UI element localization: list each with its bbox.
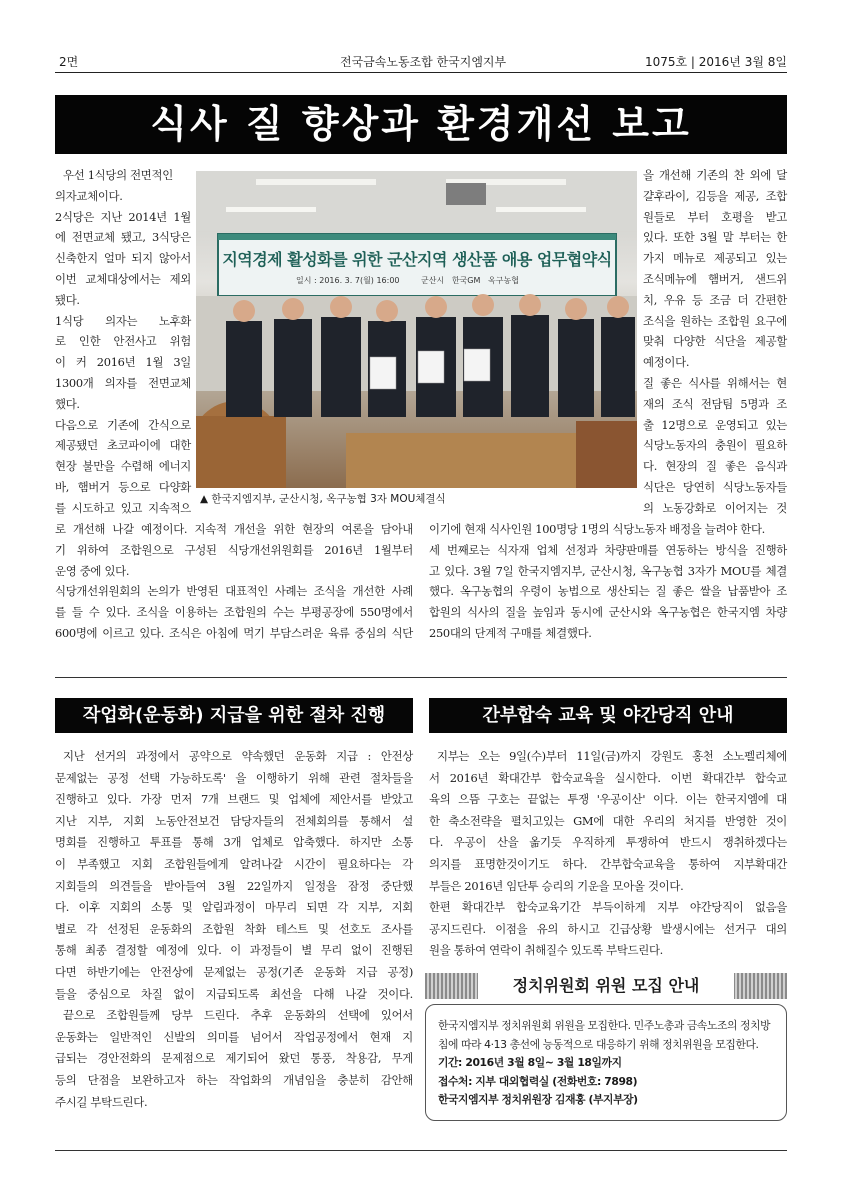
- notice-contact: 한국지엠지부 정치위원장 김재홍 (부지부장): [438, 1093, 638, 1106]
- text-line: 급되는 경안전화의 문제점으로 제기되어 왔던 통풍, 착용감, 무게: [55, 1051, 413, 1066]
- text-line: 다. 현장의 질 좋은 음식과: [643, 459, 787, 474]
- header-rule: [55, 72, 787, 73]
- article2-body: [55, 746, 413, 1113]
- text-line: 했다. 옥구농협의 우령이 농법으로 생산되는 질 좋은 쌀을 납품받아 조: [429, 584, 787, 599]
- text-line: 를 들 수 있다. 조식을 이용하는 조합원의 수는 부평공장에 550명에서: [55, 605, 413, 620]
- text-line: 이 부족했고 지회 조합원들에게 알려나갈 시간이 필요하다는 각: [55, 856, 413, 871]
- text-line: 출 12명으로 운영되고 있는: [643, 417, 787, 432]
- text-line: 지회들의 의견들을 받아들여 3월 22일까지 일정을 잠정 중단했: [55, 878, 413, 893]
- text-line: 식단은 당연히 식당노동자들: [643, 479, 787, 494]
- text-line: 진행하고 있다. 가장 먼저 7개 브랜드 및 업체에 제안서를 받았고: [55, 792, 413, 807]
- logo-gunsan: 군산시: [421, 276, 445, 285]
- notice-intro-2: 침에 따라 4·13 총선에 능동적으로 대응하기 위해 정치위원을 모집한다.: [438, 1037, 759, 1051]
- text-line: 의지를 표명한것이기도 하다. 간부합숙교육을 통하여 지부확대간: [429, 856, 787, 871]
- headline: 식사 질 향상과 환경개선 보고: [55, 95, 787, 154]
- text-line: 조식메뉴에 햄버거, 샌드위: [643, 271, 787, 286]
- photo-banner-logos: [421, 275, 519, 286]
- text-line: 지난 선거의 과정에서 공약으로 약속했던 운동화 지급 : 안전상: [63, 749, 413, 763]
- text-line: 걀후라이, 김등을 제공, 조합: [643, 188, 787, 203]
- text-line: 로 개선해 나갈 예정이다. 지속적 개선을 위한 현장의 여론을 담아내: [55, 522, 413, 536]
- text-line: 별로 각 선정된 운동화의 조합원 착화 테스트 및 선호도 조사를: [55, 921, 413, 936]
- text-line: 육의 으뜸 구호는 끝없는 투쟁 '우공이산' 이다. 이는 한국지엠에 대: [429, 792, 787, 807]
- text-line: 한 축소전략을 펼치고있는 GM에 대한 우리의 처지를 반영한 것이: [429, 813, 787, 828]
- notice-box: [425, 1004, 787, 1121]
- text-line: 우선 1식당의 전면적인: [63, 168, 173, 182]
- text-line: 다. 우공이 산을 옮기듯 우직하게 투쟁하여 반드시 쟁취하겠다는: [429, 835, 787, 850]
- article3-title: 간부합숙 교육 및 야간당직 안내: [429, 698, 787, 733]
- text-line: 가지 메뉴로 제공되고 있는: [643, 251, 787, 266]
- page-number: 2면: [59, 55, 79, 69]
- text-line: 세 번째로는 식자재 업체 선정과 차량판매를 연동하는 방식을 진행하: [429, 542, 787, 557]
- logo-gm: 한국GM: [451, 276, 481, 285]
- article3-body: [429, 746, 787, 962]
- text-line: 이 커 2016년 1월 3일: [55, 355, 191, 370]
- text-line: 부들은 2016년 임단투 승리의 기운을 모아올 것이다.: [429, 878, 684, 893]
- text-line: 한편 확대간부 합숙교육기간 부득이하게 지부 야간당직이 없음을: [429, 900, 787, 915]
- footer-rule: [55, 1150, 787, 1151]
- notice-title: 정치위원회 위원 모집 안내: [478, 971, 734, 1001]
- mou-photo-illustration: [196, 171, 637, 488]
- text-line: 이번 교체대상에서는 제외: [55, 271, 191, 286]
- text-line: 됐다.: [55, 292, 80, 307]
- text-line: 식당개선위원회의 논의가 반영된 대표적인 사례는 조식을 개선한 사례: [55, 584, 413, 599]
- text-line: 등의 단점을 보완하고자 하는 작업화의 개념임을 충분히 감안해: [55, 1072, 413, 1087]
- text-line: 합원의 식사의 질을 높임과 동시에 군산시와 옥구농협은 한국지엠 차량: [429, 605, 787, 620]
- article2-title: 작업화(운동화) 지급을 위한 절차 진행: [55, 698, 413, 733]
- text-line: 기 위하여 조합원으로 구성된 식당개선위원회를 2016년 1월부터: [55, 542, 413, 557]
- photo-banner-text: 지역경제 활성화를 위한 군산지역 생산품 애용 업무협약식: [222, 250, 612, 269]
- text-line: 식당노동자의 충원이 필요하: [643, 438, 787, 453]
- text-line: 지난 지부, 지회 노동안전보건 담당자들의 전체회의를 통해서 설: [55, 813, 413, 828]
- photo-caption: ▲ 한국지엠지부, 군산시청, 옥구농협 3자 MOU체결식: [200, 493, 446, 505]
- text-line: 끝으로 조합원들께 당부 드린다. 추후 운동화의 선택에 있어서: [63, 1008, 413, 1023]
- text-line: 바, 햄버거 등으로 다양화: [55, 479, 191, 494]
- text-line: 다음으로 기존에 간식으로: [55, 417, 191, 432]
- text-line: 1식당 의자는 노후화: [55, 313, 191, 328]
- text-line: 운영 중에 있다.: [55, 563, 130, 578]
- text-line: 질 좋은 식사를 위해서는 현: [643, 375, 787, 390]
- text-line: 에 전면교체 됐고, 3식당은: [55, 230, 191, 245]
- text-line: 로 인한 안전사고 위험: [55, 334, 191, 349]
- text-line: 원을 통하여 연락이 취해질수 있도록 부탁드린다.: [429, 943, 663, 958]
- photo-banner-date: 일시 : 2016. 3. 7(월) 16:00: [296, 276, 400, 285]
- text-line: 들을 중심으로 차질 없이 지급되도록 최선을 다해 나갈 것이다.: [55, 986, 413, 1001]
- text-line: 예정이다.: [643, 355, 690, 370]
- text-line: 재의 조식 전담팀 5명과 조: [643, 396, 787, 411]
- text-line: 600명에 이르고 있다. 조식은 아침에 먹기 부담스러운 육류 중심의 식단: [55, 625, 413, 640]
- section-divider: [55, 677, 787, 678]
- main-article-bottom-left: [55, 519, 413, 644]
- notice-intro-1: 한국지엠지부 정치위원회 위원을 모집한다. 민주노총과 금속노조의 정치방: [438, 1019, 771, 1032]
- text-line: 서 2016년 확대간부 합숙교육을 실시한다. 이번 확대간부 합숙교: [429, 770, 787, 785]
- text-line: 현장 불만을 수렴해 에너지: [55, 459, 191, 474]
- main-article-right-column: [643, 165, 787, 519]
- text-line: 2식당은 지난 2014년 1월: [55, 209, 191, 224]
- notice-period: 기간: 2016년 3월 8일~ 3월 18일까지: [438, 1056, 622, 1069]
- text-line: 조식을 원하는 조합원 요구에: [643, 313, 787, 328]
- issue-date: 1075호 | 2016년 3월 8일: [644, 55, 787, 69]
- text-line: 주시길 부탁드린다.: [55, 1094, 148, 1109]
- text-line: 1300개 의자를 전면교체: [55, 375, 191, 390]
- logo-okgu: 옥구농협: [488, 276, 519, 285]
- text-line: 를 시도하고 있고 지속적으: [55, 500, 191, 515]
- text-line: 제공됐던 초코파이에 대한: [55, 438, 191, 453]
- text-line: 원들로 부터 호평을 받고: [643, 209, 787, 224]
- publisher-name: 전국금속노동조합 한국지엠지부: [340, 55, 507, 69]
- text-line: 이기에 현재 식사인원 100명당 1명의 식당노동자 배정을 늘려야 한다.: [429, 522, 765, 536]
- text-line: 신축한지 얼마 되지 않아서: [55, 251, 191, 266]
- text-line: 치, 우유 등 조금 더 간편한: [643, 292, 787, 307]
- text-line: 을 개선해 기존의 찬 외에 달: [643, 168, 787, 182]
- text-line: 의 노동강화로 이어지는 것: [643, 500, 787, 515]
- mou-ceremony-photo: [196, 171, 637, 488]
- text-line: 250대의 단계적 구매를 체결했다.: [429, 625, 592, 640]
- text-line: 다. 이후 지회의 소통 및 알림과정이 마무리 되면 각 지부, 지회: [55, 900, 413, 915]
- text-line: 맞춰 다양한 식단을 제공할: [643, 334, 787, 349]
- text-line: 통해 최종 결정할 예정에 있다. 이 과정들이 별 무리 없이 진행된: [55, 943, 413, 958]
- main-article-bottom-right: [429, 519, 787, 644]
- text-line: 명회를 진행하고 투표를 통해 3개 업체로 압축했다. 하지만 소통: [55, 835, 413, 850]
- text-line: 운동화는 일반적인 신발의 의미를 넘어서 작업공정에서 현재 지: [55, 1029, 413, 1044]
- text-line: 다면 하반기에는 안전상에 문제없는 공정(기존 운동화 지급 공정): [55, 964, 413, 979]
- text-line: 문제없는 공정 선택 가능하도록' 을 이행하기 위해 관련 절차들을: [55, 770, 413, 785]
- text-line: 지부는 오는 9일(수)부터 11일(금)까지 강원도 홍천 소노펠리체에: [437, 749, 787, 763]
- text-line: 했다.: [55, 396, 80, 411]
- text-line: 의자교체이다.: [55, 188, 123, 203]
- text-line: 있다. 또한 3월 말 부터는 한: [643, 230, 787, 245]
- text-line: 공지드린다. 이점을 유의 하시고 긴급상황 발생시에는 선거구 대의: [429, 921, 787, 936]
- text-line: 고 있다. 3월 7일 한국지엠지부, 군산시청, 옥구농협 3자가 MOU를 체결: [429, 563, 787, 578]
- notice-office: 접수처: 지부 대외협력실 (전화번호: 7898): [438, 1074, 638, 1088]
- main-article-left-column: [55, 165, 191, 519]
